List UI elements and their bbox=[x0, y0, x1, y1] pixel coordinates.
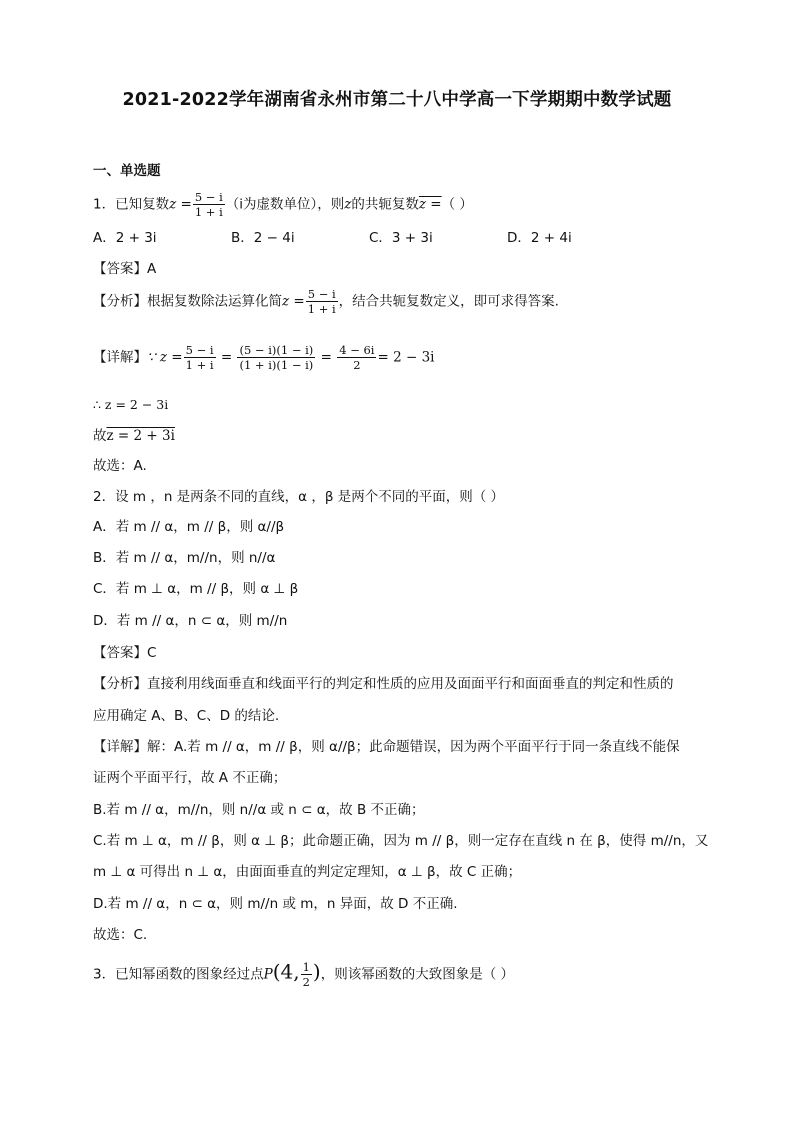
q3-frac-num: 1 bbox=[302, 960, 310, 974]
q1-detail-frac1 bbox=[184, 343, 216, 372]
q3-rest: ，则该幂函数的大致图象是（ ） bbox=[320, 966, 515, 983]
q1-frac-num: 5 − i bbox=[194, 190, 223, 204]
q1-detail-frac3 bbox=[337, 343, 376, 372]
q2-analysis-line1 bbox=[93, 674, 674, 694]
q1-step3-expr: z = 2 + 3i bbox=[106, 428, 175, 444]
q1-answer: 【答案】A bbox=[93, 261, 157, 277]
q2-detail-text1: 解：A.若 m // α，m // β，则 α//β；此命题错误，因为两个平面平行于同一条直线不能保 bbox=[147, 739, 680, 755]
q1-analysis-frac-den: 1 + i bbox=[307, 302, 336, 316]
q1-zbar: z = bbox=[418, 196, 442, 213]
q3-frac-den: 2 bbox=[302, 975, 310, 989]
section-heading: 一、单选题 bbox=[93, 163, 161, 179]
q1-detail-f3-den: 2 bbox=[353, 358, 361, 372]
q1-option-d: D．2 + 4i bbox=[507, 230, 572, 246]
q3-point-open: (4, bbox=[272, 959, 300, 984]
q1-choose: 故选：A. bbox=[93, 458, 147, 474]
q1-detail-label: 【详解】 bbox=[93, 349, 147, 366]
q2-analysis-label: 【分析】 bbox=[93, 676, 147, 692]
q1-option-b: B．2 − 4i bbox=[231, 230, 295, 246]
q1-analysis-rest: ，结合共轭复数定义，即可求得答案. bbox=[338, 293, 559, 310]
q2-detail-line5: m ⊥ α 可得出 n ⊥ α，由面面垂直的判定定理知，α ⊥ β，故 C 正确； bbox=[93, 864, 522, 880]
q3-point-close: ) bbox=[312, 959, 321, 984]
q1-fraction bbox=[193, 190, 225, 219]
q1-step3-lead: 故 bbox=[93, 428, 107, 444]
q2-detail-line1 bbox=[93, 737, 680, 757]
q2-stem: 2．设 m ，n 是两条不同的直线，α ，β 是两个不同的平面，则（ ） bbox=[93, 489, 505, 505]
q1-after: （i为虚数单位），则 bbox=[225, 196, 345, 213]
q1-analysis-label: 【分析】 bbox=[93, 293, 147, 310]
q1-mid: 的共轭复数 bbox=[351, 196, 419, 213]
q2-detail-line6: D.若 m // α，n ⊂ α，则 m//n 或 m，n 异面，故 D 不正确. bbox=[93, 896, 458, 912]
q1-step2: ∴ z = 2 − 3i bbox=[93, 397, 169, 412]
q1-detail-lead: ∵ z = bbox=[147, 349, 183, 366]
q2-detail-line2: 证两个平面平行，故 A 不正确； bbox=[93, 770, 287, 786]
q1-analysis: 【分析】根据复数除法运算化简z = $\frac{5 - i}{1 + i}$ ，结合共轭复数定义，即可求得答案. bbox=[93, 287, 559, 316]
q3-stem bbox=[93, 960, 514, 989]
q2-option-c: C．若 m ⊥ α，m // β，则 α ⊥ β bbox=[93, 581, 299, 597]
q2-detail-line4: C.若 m ⊥ α，m // β，则 α ⊥ β；此命题正确，因为 m // β，则一定存在直线 n 在 β，使得 m//n，又 bbox=[93, 833, 709, 849]
q1-z-eq: z = bbox=[169, 196, 192, 213]
q2-analysis-line2: 应用确定 A、B、C、D 的结论. bbox=[93, 708, 280, 724]
q2-detail-line3: B.若 m // α，m//n，则 n//α 或 n ⊂ α，故 B 不正确； bbox=[93, 802, 425, 818]
q2-choose: 故选：C. bbox=[93, 927, 148, 943]
q3-fraction bbox=[301, 960, 312, 989]
q1-z: z bbox=[344, 196, 352, 213]
q2-analysis-text1: 直接利用线面垂直和线面平行的判定和性质的应用及面面平行和面面垂直的判定和性质的 bbox=[147, 676, 674, 692]
q1-lead: 1．已知复数 bbox=[93, 196, 170, 213]
q1-stem bbox=[93, 190, 473, 219]
q2-option-d: D．若 m // α，n ⊂ α，则 m//n bbox=[93, 613, 288, 629]
q1-detail-f1-den: 1 + i bbox=[185, 358, 214, 372]
q1-blank: （ ） bbox=[441, 196, 473, 213]
q1-detail-f1-num: 5 − i bbox=[185, 343, 214, 357]
q1-analysis-fraction bbox=[306, 287, 338, 316]
q2-detail-label: 【详解】 bbox=[93, 739, 147, 755]
q1-option-c: C．3 + 3i bbox=[369, 230, 433, 246]
q1-step3 bbox=[93, 426, 175, 446]
q1-detail-f3-num: 4 − 6i bbox=[339, 343, 375, 357]
q2-option-a: A．若 m // α，m // β，则 α//β bbox=[93, 519, 285, 535]
q1-option-a: A．2 + 3i bbox=[93, 230, 157, 246]
q3-point-p: P bbox=[263, 966, 273, 983]
q1-analysis-text: 根据复数除法运算化简 bbox=[147, 293, 282, 310]
q1-detail-f2-num: (5 − i)(1 − i) bbox=[239, 343, 314, 357]
q1-detail-f2-den: (1 + i)(1 − i) bbox=[239, 358, 314, 372]
q1-options bbox=[93, 228, 645, 248]
q2-answer: 【答案】C bbox=[93, 645, 157, 661]
q1-detail-end: = 2 − 3i bbox=[377, 349, 435, 366]
q1-detail: 【详解】∵ z = $\frac{5 - i}{1 + i}$ = $\frac{(5 - i)(1 - i)}{(1 + i)(1 - i)}$ = $\frac{4 - 6i}{2}$ = 2 − 3i bbox=[93, 343, 435, 372]
q2-option-b: B．若 m // α，m//n，则 n//α bbox=[93, 550, 276, 566]
q3-lead: 3．已知幂函数的图象经过点 bbox=[93, 966, 264, 983]
document-title: 2021-2022学年湖南省永州市第二十八中学高一下学期期中数学试题 bbox=[122, 90, 672, 110]
q1-detail-frac2 bbox=[237, 343, 315, 372]
q1-analysis-frac-num: 5 − i bbox=[307, 287, 336, 301]
q1-frac-den: 1 + i bbox=[194, 205, 223, 219]
